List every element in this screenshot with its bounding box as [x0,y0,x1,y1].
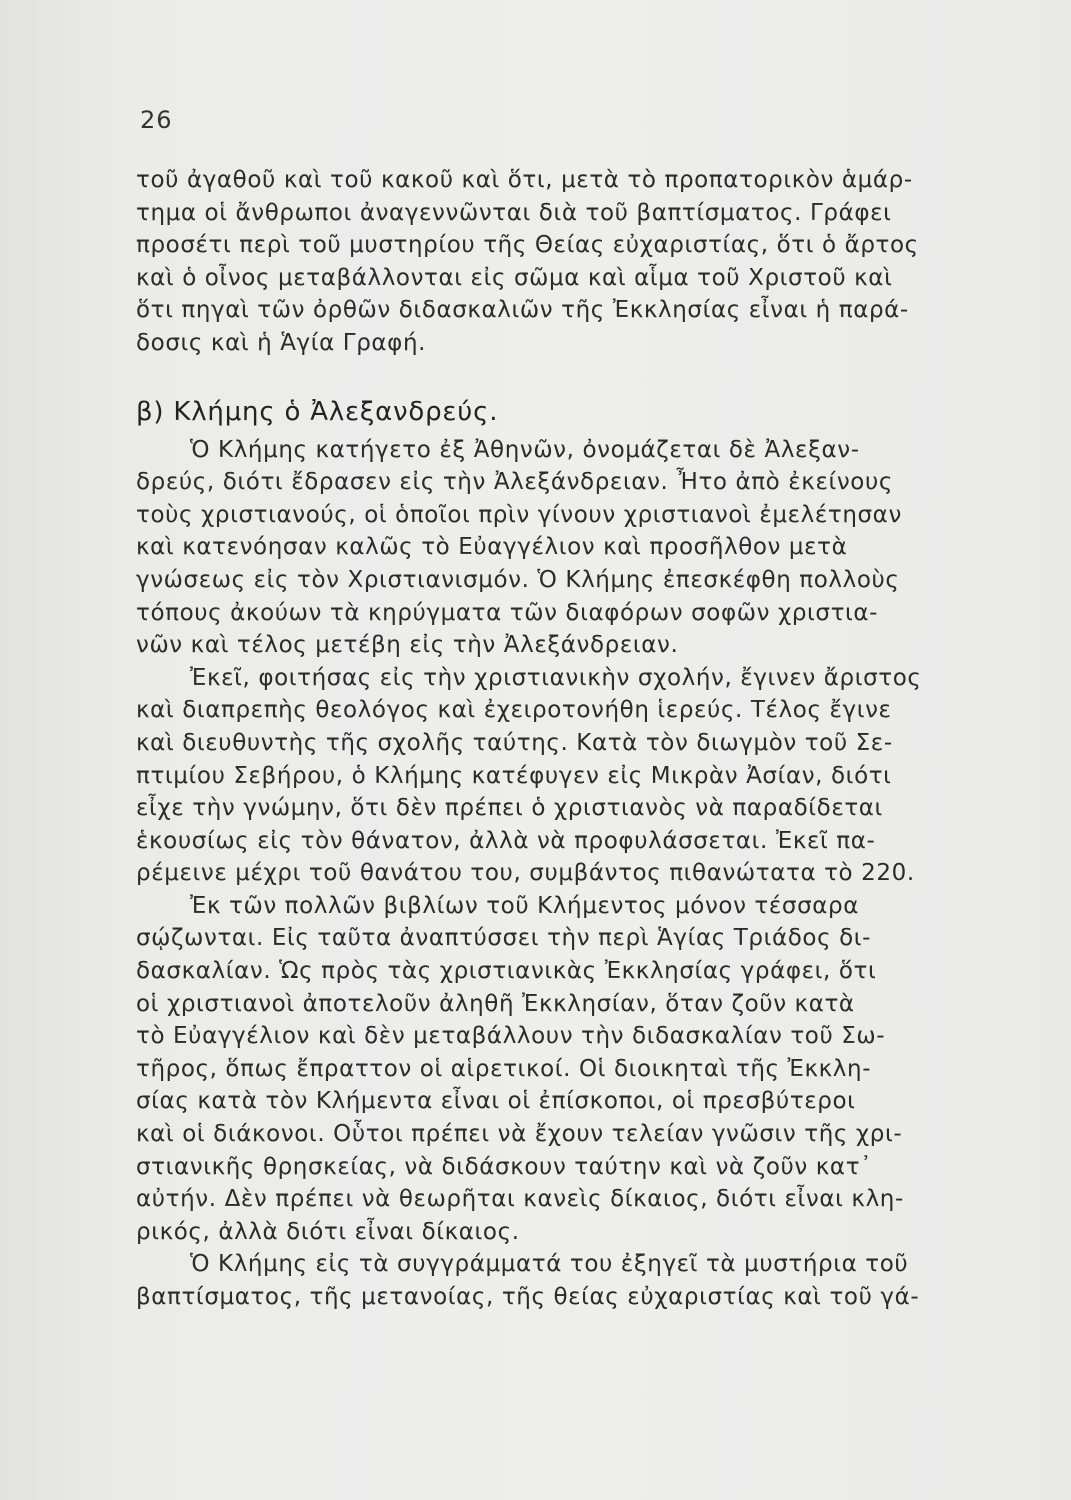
text-line: τοὺς χριστιανούς, οἱ ὁποῖοι πρὶν γίνουν χριστιανοὶ ἐμελέτησαν [136,501,902,528]
text-line: τοῦ ἀγαθοῦ καὶ τοῦ κακοῦ καὶ ὅτι, μετὰ τὸ προπατορικὸν ἁμάρ- [136,167,913,193]
text-line: καὶ διαπρεπὴς θεολόγος καὶ ἐχειροτονήθη ἱερεύς. Τέλος ἔγινε [136,697,892,724]
text-line: τημα οἱ ἄνθρωποι ἀναγεννῶνται διὰ τοῦ βαπτίσματος. Γράφει [136,199,892,226]
text-line: εἶχε τὴν γνώμην, ὅτι δὲν πρέπει ὁ χριστιανὸς νὰ παραδίδεται [136,795,883,822]
text-line: Ἐκ τῶν πολλῶν βιβλίων τοῦ Κλήμεντος μόνον τέσσαρα [190,892,859,919]
section-heading: β) Κλήμης ὁ Ἀλεξανδρεύς. [136,396,499,427]
paragraph [136,1248,968,1313]
text-line: ὅτι πηγαὶ τῶν ὀρθῶν διδασκαλιῶν τῆς Ἐκκλησίας εἶναι ἡ παρά- [136,297,909,324]
text-line: βαπτίσματος, τῆς μετανοίας, τῆς θείας εὐχαριστίας καὶ τοῦ γά- [136,1284,920,1310]
text-line: τὸ Εὐαγγέλιον καὶ δὲν μεταβάλλουν τὴν διδασκαλίαν τοῦ Σω- [136,1023,886,1050]
text-line: γνώσεως εἰς τὸν Χριστιανισμόν. Ὁ Κλήμης ἐπεσκέφθη πολλοὺς [136,566,900,593]
text-line: καὶ διευθυντὴς τῆς σχολῆς ταύτης. Κατὰ τὸν διωγμὸν τοῦ Σε- [136,729,893,756]
text-line: στιανικῆς θρησκείας, νὰ διδάσκουν ταύτην καὶ νὰ ζοῦν κατ᾿ [136,1153,873,1180]
text-line: ρέμεινε μέχρι τοῦ θανάτου του, συμβάντος πιθανώτατα τὸ 220. [136,860,915,887]
text-line: τῆρος, ὅπως ἔπραττον οἱ αἱρετικοί. Οἱ διοικηταὶ τῆς Ἐκκλη- [136,1055,872,1082]
text-line: προσέτι περὶ τοῦ μυστηρίου τῆς Θείας εὐχαριστίας, ὅτι ὁ ἄρτος [136,232,919,259]
text-line: σίας κατὰ τὸν Κλήμεντα εἶναι οἱ ἐπίσκοποι, οἱ πρεσβύτεροι [136,1088,856,1115]
text-line: Ὁ Κλήμης εἰς τὰ συγγράμματά του ἐξηγεῖ τὰ μυστήρια τοῦ [190,1251,909,1278]
body-text [136,164,968,1314]
text-line: δασκαλίαν. Ὡς πρὸς τὰς χριστιανικὰς Ἐκκλησίας γράφει, ὅτι [136,958,877,985]
text-line: πτιμίου Σεβήρου, ὁ Κλήμης κατέφυγεν εἰς Μικρὰν Ἀσίαν, διότι [136,762,892,789]
text-line: Ἐκεῖ, φοιτήσας εἰς τὴν χριστιανικὴν σχολήν, ἔγινεν ἄριστος [190,664,922,691]
paragraph [136,890,968,1249]
text-line: ἑκουσίως εἰς τὸν θάνατον, ἀλλὰ νὰ προφυλάσσεται. Ἐκεῖ πα- [136,827,876,854]
paragraph [136,164,968,360]
paragraph [136,434,968,662]
text-line: σῴζωνται. Εἰς ταῦτα ἀναπτύσσει τὴν περὶ Ἁγίας Τριάδος δι- [136,925,872,952]
text-line: ρικός, ἀλλὰ διότι εἶναι δίκαιος. [136,1218,520,1245]
text-line: νῶν καὶ τέλος μετέβη εἰς τὴν Ἀλεξάνδρειαν. [136,632,679,659]
text-line: καὶ κατενόησαν καλῶς τὸ Εὐαγγέλιον καὶ προσῆλθον μετὰ [136,534,848,561]
text-line: δρεύς, διότι ἔδρασεν εἰς τὴν Ἀλεξάνδρειαν. Ἦτο ἀπὸ ἐκείνους [136,469,893,496]
text-line: οἱ χριστιανοὶ ἀποτελοῦν ἀληθῆ Ἐκκλησίαν, ὅταν ζοῦν κατὰ [136,990,855,1017]
text-line: αὐτήν. Δὲν πρέπει νὰ θεωρῆται κανεὶς δίκαιος, διότι εἶναι κλη- [136,1186,904,1213]
text-line: τόπους ἀκούων τὰ κηρύγματα τῶν διαφόρων σοφῶν χριστια- [136,599,879,626]
text-line: δοσις καὶ ἡ Ἁγία Γραφή. [136,329,427,356]
text-line: Ὁ Κλήμης κατήγετο ἐξ Ἀθηνῶν, ὀνομάζεται δὲ Ἀλεξαν- [190,436,860,463]
page-number: 26 [140,106,173,134]
paragraph [136,662,968,890]
text-line: καὶ οἱ διάκονοι. Οὗτοι πρέπει νὰ ἔχουν τελείαν γνῶσιν τῆς χρι- [136,1121,903,1148]
text-line: καὶ ὁ οἶνος μεταβάλλονται εἰς σῶμα καὶ αἷμα τοῦ Χριστοῦ καὶ [136,264,893,291]
